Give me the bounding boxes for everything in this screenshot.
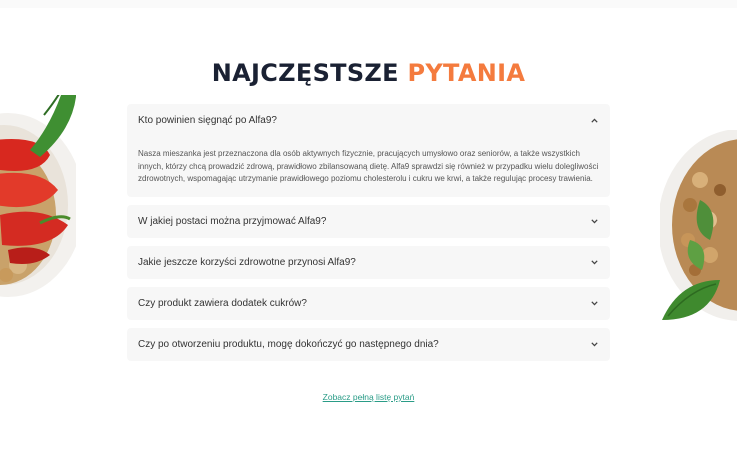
top-strip xyxy=(0,0,737,8)
chevron-down-icon[interactable] xyxy=(589,298,599,308)
faq-question-text: Czy po otworzeniu produktu, mogę dokończyć go następnego dnia? xyxy=(138,338,439,350)
title-part-accent: PYTANIA xyxy=(407,59,526,87)
faq-question-text: Jakie jeszcze korzyści zdrowotne przynosi Alfa9? xyxy=(138,256,356,268)
faq-question-text: W jakiej postaci można przyjmować Alfa9? xyxy=(138,215,327,227)
granola-bowl-image xyxy=(660,130,737,340)
faq-list xyxy=(127,104,610,369)
faq-question-toggle[interactable] xyxy=(127,205,610,238)
faq-question-toggle[interactable] xyxy=(127,246,610,279)
faq-question-toggle[interactable] xyxy=(127,104,610,136)
chevron-down-icon[interactable] xyxy=(589,257,599,267)
strawberry-bowl-image xyxy=(0,95,76,305)
more-link-container xyxy=(0,387,737,405)
faq-item xyxy=(127,104,610,197)
title-part-dark: NAJCZĘSTSZE xyxy=(211,59,399,87)
page-title xyxy=(0,58,737,88)
faq-question-toggle[interactable] xyxy=(127,287,610,320)
chevron-up-icon[interactable] xyxy=(589,115,599,125)
faq-item xyxy=(127,328,610,361)
faq-item xyxy=(127,246,610,279)
chevron-down-icon[interactable] xyxy=(589,216,599,226)
faq-item xyxy=(127,287,610,320)
faq-answer-text: Nasza mieszanka jest przeznaczona dla osób aktywnych fizycznie, pracujących umysłowo oraz seniorów, a także wszystkich innych, którzy chcą prowadzić zdrową, prawidłowo zbilansowaną dietę. Alfa9 sprawdzi się również w przypadku wielu dolegliwości zdrowotnych, wspomagając utrzymanie prawidłowego poziomu cholesterolu i cukru we krwi, a także regulując procesy trawienia. xyxy=(138,149,599,183)
faq-question-text: Kto powinien sięgnąć po Alfa9? xyxy=(138,114,277,126)
chevron-down-icon[interactable] xyxy=(589,339,599,349)
faq-item xyxy=(127,205,610,238)
faq-question-toggle[interactable] xyxy=(127,328,610,361)
see-all-questions-link[interactable]: Zobacz pełną listę pytań xyxy=(322,392,415,402)
faq-question-text: Czy produkt zawiera dodatek cukrów? xyxy=(138,297,307,309)
